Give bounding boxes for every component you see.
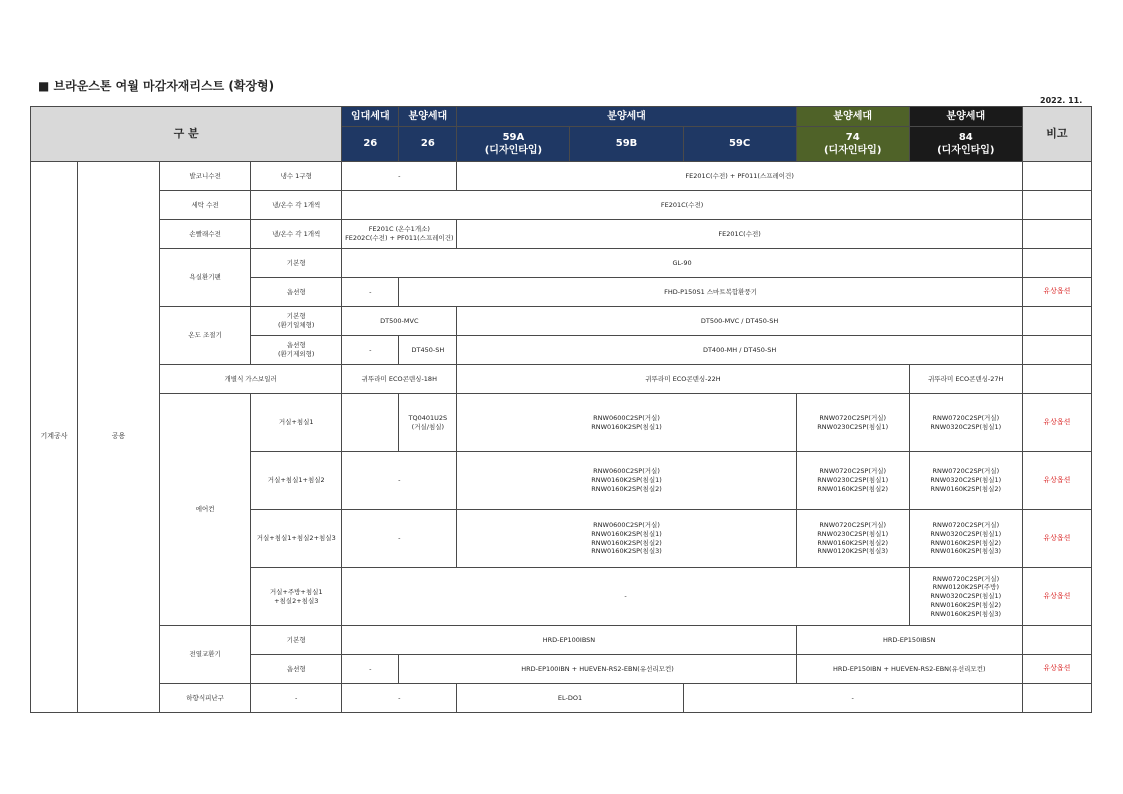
- header-type-26-sale: 26: [399, 127, 457, 162]
- remark-cell: [1022, 191, 1091, 220]
- cell-aircon-r2-84: RNW0720C2SP(거실) RNW0320C2SP(침실1) RNW0160K2SP(침실2): [909, 452, 1022, 510]
- remark-paid-option: 유상옵션: [1022, 510, 1091, 568]
- item-laundry-faucet: 세탁 수전: [160, 191, 251, 220]
- remark-paid-option: 유상옵션: [1022, 394, 1091, 452]
- item-balcony-faucet: 발코니수전: [160, 162, 251, 191]
- spec-aircon-r1: 거실+침실1: [251, 394, 342, 452]
- header-sale-group-84: 분양세대: [909, 107, 1022, 127]
- spec-bath-fan-option: 옵션형: [251, 278, 342, 307]
- cell-boiler-84: 귀뚜라미 ECO콘덴싱-27H: [909, 365, 1022, 394]
- spec-thermostat-basic: 기본형 (환기일체형): [251, 307, 342, 336]
- header-gubun: 구 분: [31, 107, 342, 162]
- cell-boiler-59-74: 귀뚜라미 ECO콘덴싱-22H: [457, 365, 909, 394]
- category-common: 공용: [78, 162, 160, 713]
- remark-cell: [1022, 162, 1091, 191]
- spec-bath-fan-basic: 기본형: [251, 249, 342, 278]
- header-type-74: 74 (디자인타입): [796, 127, 909, 162]
- remark-paid-option: 유상옵션: [1022, 452, 1091, 510]
- remark-paid-option: 유상옵션: [1022, 655, 1091, 684]
- cell-hrv-option-74-84: HRD-EP150IBN + HUEVEN-RS2-EBN(유선리모컨): [796, 655, 1022, 684]
- cell-bath-fan-basic: GL-90: [342, 249, 1023, 278]
- cell-aircon-r3-59: RNW0600C2SP(거실) RNW0160K2SP(침실1) RNW0160K2SP(침실2) RNW0160K2SP(침실3): [457, 510, 796, 568]
- header-type-84: 84 (디자인타입): [909, 127, 1022, 162]
- cell-hrv-basic-26-59: HRD-EP100IBSN: [342, 626, 796, 655]
- cell-aircon-r3-26: -: [342, 510, 457, 568]
- spec-aircon-r2: 거실+침실1+침실2: [251, 452, 342, 510]
- remark-paid-option: 유상옵션: [1022, 278, 1091, 307]
- remark-cell: [1022, 365, 1091, 394]
- item-gas-boiler: 개별식 가스보일러: [160, 365, 342, 394]
- cell-hrv-option-26rent: -: [342, 655, 399, 684]
- cell-handwash-26: FE201C (온수1개소) FE202C(수전) + PF011(스프레이건): [342, 220, 457, 249]
- remark-cell: [1022, 249, 1091, 278]
- spec-thermostat-option: 옵션형 (환기제외형): [251, 336, 342, 365]
- spec-laundry-faucet: 냉/온수 각 1개씩: [251, 191, 342, 220]
- cell-aircon-r3-84: RNW0720C2SP(거실) RNW0320C2SP(침실1) RNW0160K2SP(침실2) RNW0160K2SP(침실3): [909, 510, 1022, 568]
- header-rent-group: 임대세대: [342, 107, 399, 127]
- cell-thermostat-basic-rest: DT500-MVC / DT450-SH: [457, 307, 1022, 336]
- header-sale-group-26: 분양세대: [399, 107, 457, 127]
- remark-cell: [1022, 307, 1091, 336]
- cell-aircon-r2-26: -: [342, 452, 457, 510]
- cell-hrv-option-26-59: HRD-EP100IBN + HUEVEN-RS2-EBN(유선리모컨): [399, 655, 796, 684]
- cell-aircon-r1-26rent: [342, 394, 399, 452]
- cell-bath-fan-option-rest: FHD-P150S1 스마트복합환풍기: [399, 278, 1023, 307]
- cell-thermostat-option-26rent: -: [342, 336, 399, 365]
- cell-laundry-all: FE201C(수전): [342, 191, 1023, 220]
- spec-aircon-r3: 거실+침실1+침실2+침실3: [251, 510, 342, 568]
- cell-balcony-rest: FE201C(수전) + PF011(스프레이건): [457, 162, 1022, 191]
- cell-balcony-26: -: [342, 162, 457, 191]
- cell-aircon-r2-74: RNW0720C2SP(거실) RNW0230C2SP(침실1) RNW0160K2SP(침실2): [796, 452, 909, 510]
- spec-balcony-faucet: 냉수 1구형: [251, 162, 342, 191]
- cell-handwash-rest: FE201C(수전): [457, 220, 1022, 249]
- category-mechanical: 기계공사: [31, 162, 78, 713]
- cell-thermostat-option-26sale: DT450-SH: [399, 336, 457, 365]
- item-heat-exchanger: 전열교환기: [160, 626, 251, 684]
- cell-thermostat-basic-26: DT500-MVC: [342, 307, 457, 336]
- remark-cell: [1022, 684, 1091, 713]
- cell-hrv-basic-74-84: HRD-EP150IBSN: [796, 626, 1022, 655]
- cell-aircon-r1-74: RNW0720C2SP(거실) RNW0230C2SP(침실1): [796, 394, 909, 452]
- remark-cell: [1022, 626, 1091, 655]
- cell-boiler-26: 귀뚜라미 ECO콘덴싱-18H: [342, 365, 457, 394]
- remark-paid-option: 유상옵션: [1022, 568, 1091, 626]
- cell-aircon-r1-84: RNW0720C2SP(거실) RNW0320C2SP(침실1): [909, 394, 1022, 452]
- header-sale-group-59: 분양세대: [457, 107, 796, 127]
- header-type-59a: 59A (디자인타입): [457, 127, 570, 162]
- remark-cell: [1022, 220, 1091, 249]
- cell-aircon-r2-59: RNW0600C2SP(거실) RNW0160K2SP(침실1) RNW0160K2SP(침실2): [457, 452, 796, 510]
- remark-cell: [1022, 336, 1091, 365]
- finish-material-table: [30, 106, 1092, 713]
- item-bath-fan: 욕실환기팬: [160, 249, 251, 307]
- cell-thermostat-option-rest: DT400-MH / DT450-SH: [457, 336, 1022, 365]
- cell-aircon-r4-84: RNW0720C2SP(거실) RNW0120K2SP(주방) RNW0320C2SP(침실1) RNW0160K2SP(침실2) RNW0160K2SP(침실3): [909, 568, 1022, 626]
- cell-aircon-r4-rest: -: [342, 568, 909, 626]
- cell-bath-fan-option-26: -: [342, 278, 399, 307]
- header-sale-group-74: 분양세대: [796, 107, 909, 127]
- spec-aircon-r4: 거실+주방+침실1 +침실2+침실3: [251, 568, 342, 626]
- item-handwash-faucet: 손빨래수전: [160, 220, 251, 249]
- document-date: 2022. 11.: [1040, 96, 1083, 105]
- header-type-59b: 59B: [570, 127, 683, 162]
- cell-escape-59a-59b: EL-DO1: [457, 684, 683, 713]
- item-escape-hatch: 하향식피난구: [160, 684, 251, 713]
- cell-aircon-r3-74: RNW0720C2SP(거실) RNW0230C2SP(침실1) RNW0160K2SP(침실2) RNW0120K2SP(침실3): [796, 510, 909, 568]
- spec-hrv-basic: 기본형: [251, 626, 342, 655]
- item-aircon: 에어컨: [160, 394, 251, 626]
- spec-handwash-faucet: 냉/온수 각 1개씩: [251, 220, 342, 249]
- header-type-59c: 59C: [683, 127, 796, 162]
- cell-aircon-r1-26sale: TQ0401U2S (거실/침실): [399, 394, 457, 452]
- document-title: ■ 브라운스톤 여월 마감자재리스트 (확장형): [38, 79, 275, 93]
- spec-escape-hatch: -: [251, 684, 342, 713]
- cell-aircon-r1-59: RNW0600C2SP(거실) RNW0160K2SP(침실1): [457, 394, 796, 452]
- item-thermostat: 온도 조절기: [160, 307, 251, 365]
- header-remarks: 비고: [1022, 107, 1091, 162]
- cell-escape-26: -: [342, 684, 457, 713]
- cell-escape-59c-84: -: [683, 684, 1022, 713]
- header-type-26-rent: 26: [342, 127, 399, 162]
- spec-hrv-option: 옵션형: [251, 655, 342, 684]
